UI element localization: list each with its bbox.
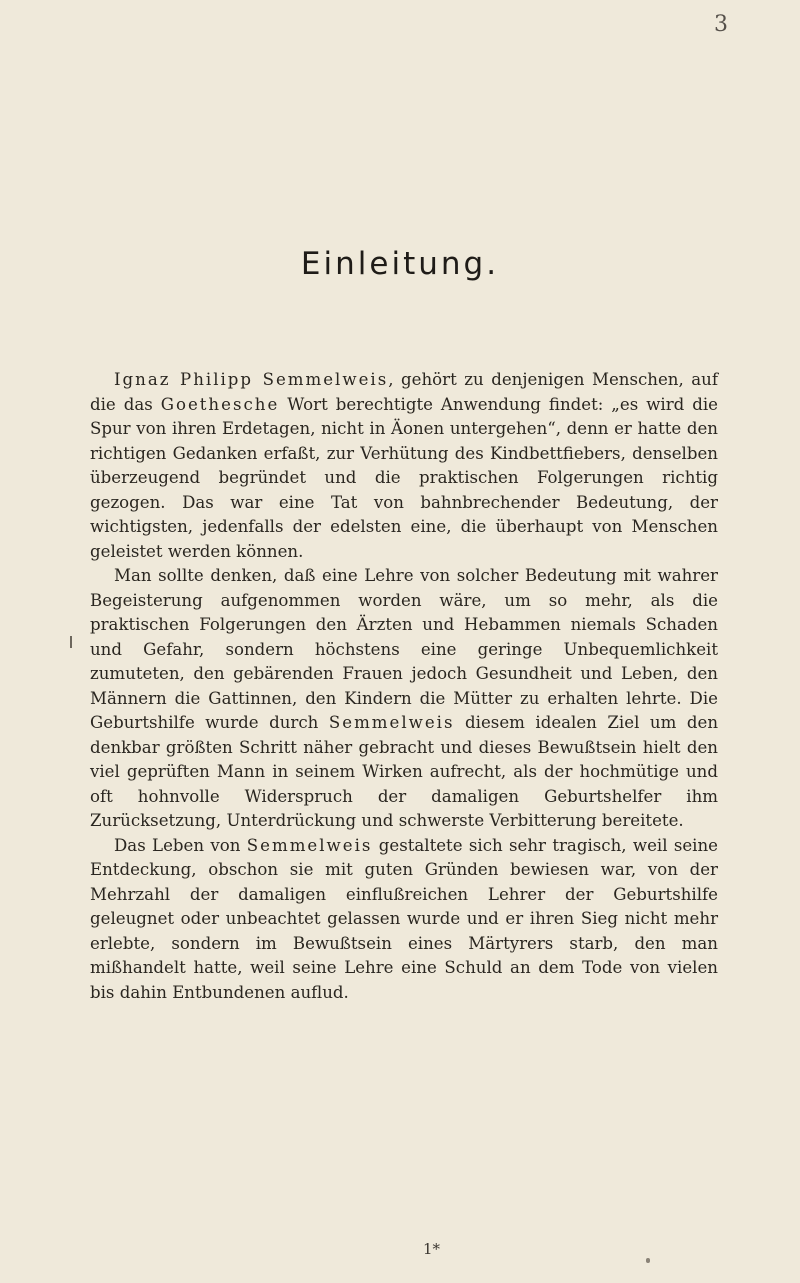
text-segment: Wort berechtigte Anwendung findet: „es wird die Spur von ihren Erdetagen, nicht in Äonen untergehen“, denn er hatte den richtigen Gedanken erfaßt, zur Verhütung des Kindbettfiebers, denselben überzeugend begründet und die praktischen Folgerungen richtig gezogen. Das war eine Tat von bahnbrechender Bedeutung, der wichtigsten, jedenfalls der edelsten eine, die überhaupt von Menschen geleistet werden können. bbox=[90, 394, 718, 561]
text-segment: diesem idealen Ziel um den denkbar größten Schritt näher gebracht und dieses Bewußtsein hielt den viel geprüften Mann in seinem Wirken aufrecht, als der hochmütige und oft hohnvolle Widerspruch der damaligen Geburtshelfer ihm Zurücksetzung, Unterdrückung und schwerste Verbitterung bereitete. bbox=[90, 713, 718, 830]
text-segment: Goethesche bbox=[160, 394, 280, 414]
text-segment: Ignaz Philipp Semmelweis bbox=[114, 370, 389, 389]
text-segment: Semmelweis bbox=[328, 713, 455, 732]
paragraph-3 bbox=[90, 834, 718, 1006]
text-segment: Man sollte denken, daß eine Lehre von solcher Bedeutung mit wahrer Begeisterung aufgenommen worden wäre, um so mehr, als die praktischen Folgerungen den Ärzten und Hebammen niemals Schaden und Gefahr, sondern höchstens eine geringe Unbequemlichkeit zumuteten, den gebärenden Frauen jedoch Gesundheit und Leben, den Männern die Gattinnen, den Kindern die Mütter zu erhalten lehrte. Die Geburtshilfe wurde durch bbox=[90, 566, 718, 732]
text-segment: gestaltete sich sehr tragisch, weil seine Entdeckung, obschon sie mit guten Gründen bewiesen war, von der Mehrzahl der damaligen einflußreichen Lehrer der Geburtshilfe geleugnet oder unbeachtet gelassen wurde und er ihren Sieg nicht mehr erlebte, sondern im Bewußtsein eines Märtyrers starb, den man mißhandelt hatte, weil seine Lehre eine Schuld an dem Tode von vielen bis dahin Entbundenen auflud. bbox=[90, 835, 718, 1002]
text-segment: Das Leben von bbox=[114, 835, 247, 855]
text-segment: , gehört zu denjenigen Menschen, auf die das bbox=[90, 370, 719, 414]
body-text bbox=[90, 368, 718, 1005]
paragraph-2 bbox=[90, 564, 718, 834]
signature-mark: 1* bbox=[423, 1240, 441, 1258]
page-number: 3 bbox=[714, 12, 728, 37]
ink-dot bbox=[646, 1258, 650, 1263]
paragraph-1 bbox=[90, 368, 718, 564]
margin-mark bbox=[70, 636, 72, 648]
chapter-heading: Einleitung. bbox=[300, 246, 500, 282]
text-segment: Semmelweis bbox=[246, 835, 373, 855]
